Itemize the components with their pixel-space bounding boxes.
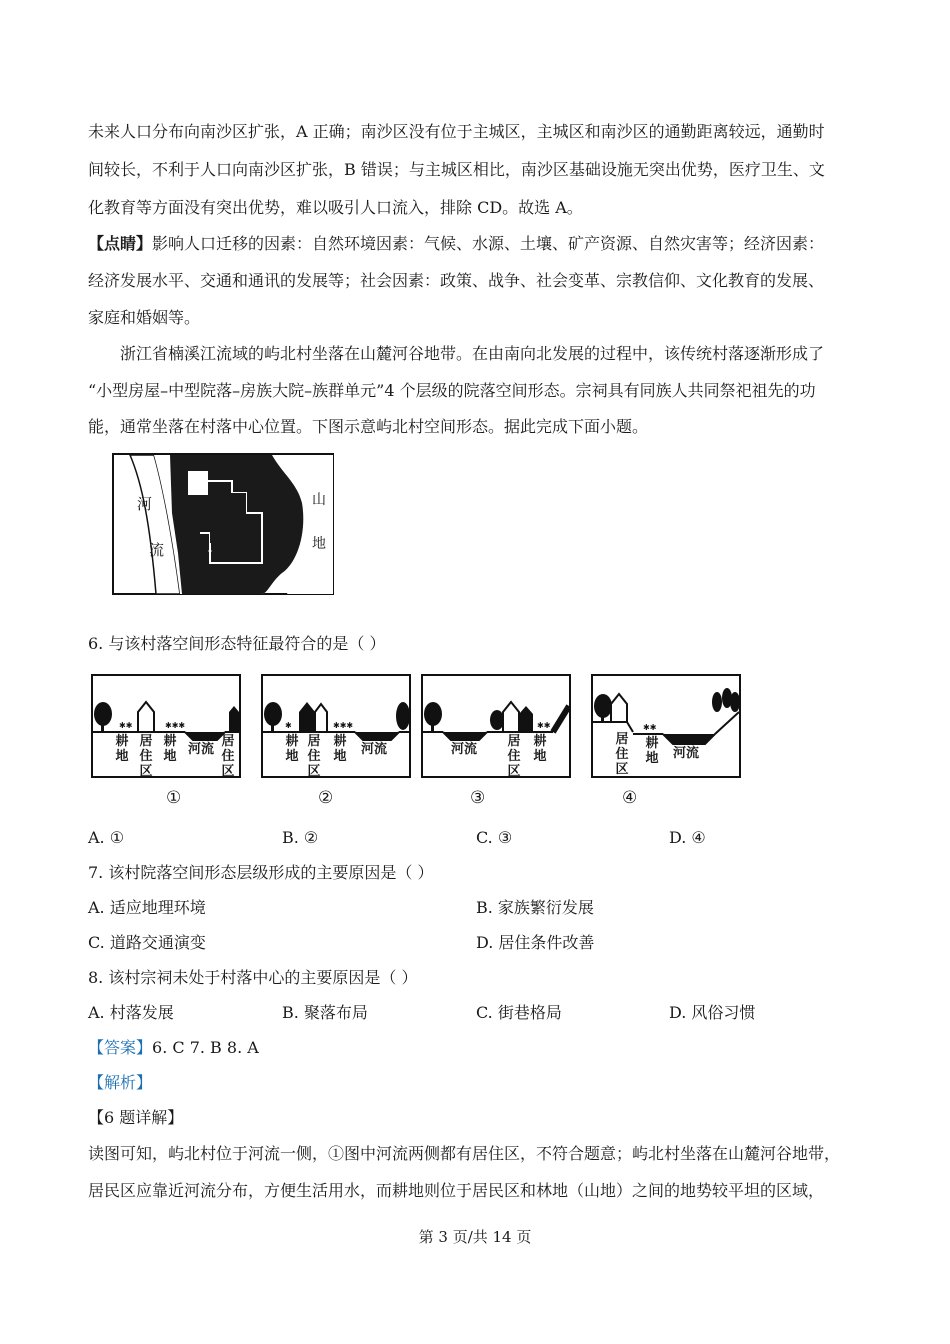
q8-option-b[interactable]: B. 聚落布局 <box>282 1003 368 1022</box>
mountain-label: 山 <box>312 492 326 508</box>
profile-label: 耕地 <box>115 734 129 764</box>
question-8-stem: 8. 该村宗祠未处于村落中心的主要原因是（ ） <box>88 968 418 987</box>
detail-line: 读图可知，屿北村位于河流一侧，①图中河流两侧都有居住区，不符合题意；屿北村坐落在山麓河谷地带， <box>88 1144 841 1163</box>
question-7-stem: 7. 该村院落空间形态层级形成的主要原因是（ ） <box>88 863 434 882</box>
profile-label: 居住区 <box>139 734 153 779</box>
profile-label: 居住区 <box>221 734 235 779</box>
diagram-number: ② <box>318 788 334 808</box>
dianjing-line: 经济发展水平、交通和通讯的发展等；社会因素：政策、战争、社会变革、宗教信仰、文化教育的发展、 <box>88 271 825 290</box>
profile-label: 河流 <box>450 742 477 757</box>
profile-label: 居住区 <box>307 734 321 779</box>
intro-line: 浙江省楠溪江流域的屿北村坐落在山麓河谷地带。在由南向北发展的过程中，该传统村落逐渐形成了 <box>120 344 825 363</box>
village-map-svg <box>112 453 334 595</box>
dianjing-line <box>88 234 868 254</box>
profile-label: 耕地 <box>533 734 547 764</box>
question-6-stem: 6. 与该村落空间形态特征最符合的是（ ） <box>88 634 386 653</box>
svg-text:✱✱: ✱✱ <box>119 721 133 730</box>
profile-label: 河流 <box>360 742 387 757</box>
paragraph-line: 未来人口分布向南沙区扩张，A 正确；南沙区没有位于主城区，主城区和南沙区的通勤距离较远，通勤时 <box>88 122 825 141</box>
detail-tag: 【6 题详解】 <box>88 1108 184 1127</box>
clan-hall <box>210 493 246 543</box>
svg-text:✱: ✱ <box>285 721 292 730</box>
q6-option-b[interactable]: B. ② <box>282 828 319 847</box>
q7-option-a[interactable]: A. 适应地理环境 <box>88 898 206 917</box>
option-diagram-3 <box>421 674 571 778</box>
q8-option-d[interactable]: D. 风俗习惯 <box>669 1003 756 1022</box>
option-diagram-1 <box>91 674 241 778</box>
dianjing-text: 影响人口迁移的因素：自然环境因素：气候、水源、土壤、矿产资源、自然灾害等；经济因素： <box>152 234 825 253</box>
q8-option-a[interactable]: A. 村落发展 <box>88 1003 174 1022</box>
village-map-figure <box>112 453 334 595</box>
river-label: 河 <box>137 495 153 513</box>
q7-option-c[interactable]: C. 道路交通演变 <box>88 933 206 952</box>
option-diagram-4 <box>591 674 741 778</box>
q6-option-c[interactable]: C. ③ <box>476 828 513 847</box>
diagram-number: ④ <box>622 788 638 808</box>
q6-option-a[interactable]: A. ① <box>88 828 125 847</box>
profile-label: 耕地 <box>645 736 659 766</box>
answer-text: 6. C 7. B 8. A <box>152 1038 259 1057</box>
intro-line: “小型房屋–中型院落–房族大院–族群单元”4 个层级的院落空间形态。宗祠具有同族人共同祭祀祖先的功 <box>88 381 816 400</box>
svg-text:✱✱✱: ✱✱✱ <box>333 721 354 730</box>
svg-text:✱✱: ✱✱ <box>537 721 551 730</box>
option-diagram-2 <box>261 674 411 778</box>
profile-label: 耕地 <box>285 734 299 764</box>
dianjing-tag: 【点睛】 <box>88 234 153 253</box>
q6-option-d[interactable]: D. ④ <box>669 828 706 847</box>
profile-svg <box>423 676 569 776</box>
profile-label: 居住区 <box>615 732 629 777</box>
svg-text:✱✱: ✱✱ <box>643 723 657 732</box>
q7-option-b[interactable]: B. 家族繁衍发展 <box>476 898 594 917</box>
svg-text:✱✱✱: ✱✱✱ <box>165 721 186 730</box>
q8-option-c[interactable]: C. 街巷格局 <box>476 1003 562 1022</box>
answer-tag: 【答案】 <box>88 1038 153 1057</box>
dianjing-line: 家庭和婚姻等。 <box>88 308 201 327</box>
intro-line: 能，通常坐落在村落中心位置。下图示意屿北村空间形态。据此完成下面小题。 <box>88 417 649 436</box>
answer-line <box>88 1038 868 1058</box>
courtyard-gap <box>188 471 208 495</box>
profile-label: 耕地 <box>333 734 347 764</box>
diagram-number: ③ <box>470 788 486 808</box>
profile-label: 耕地 <box>163 734 177 764</box>
profile-label: 河流 <box>187 742 214 757</box>
river-label: 流 <box>149 541 165 559</box>
detail-line: 居民区应靠近河流分布，方便生活用水，而耕地则位于居民区和林地（山地）之间的地势较平坦的区域， <box>88 1181 825 1200</box>
page-footer: 第 3 页/共 14 页 <box>418 1228 532 1246</box>
paragraph-line: 间较长，不利于人口向南沙区扩张，B 错误；与主城区相比，南沙区基础设施无突出优势，医疗卫生、文 <box>88 160 825 179</box>
village-block <box>207 545 267 575</box>
diagram-number: ① <box>166 788 182 808</box>
analysis-tag: 【解析】 <box>88 1073 153 1092</box>
profile-label: 河流 <box>672 746 699 761</box>
mountain-label: 地 <box>312 536 326 552</box>
paragraph-line: 化教育等方面没有突出优势，难以吸引人口流入，排除 CD。故选 A。 <box>88 198 583 217</box>
profile-label: 居住区 <box>507 734 521 779</box>
q7-option-d[interactable]: D. 居住条件改善 <box>476 933 595 952</box>
